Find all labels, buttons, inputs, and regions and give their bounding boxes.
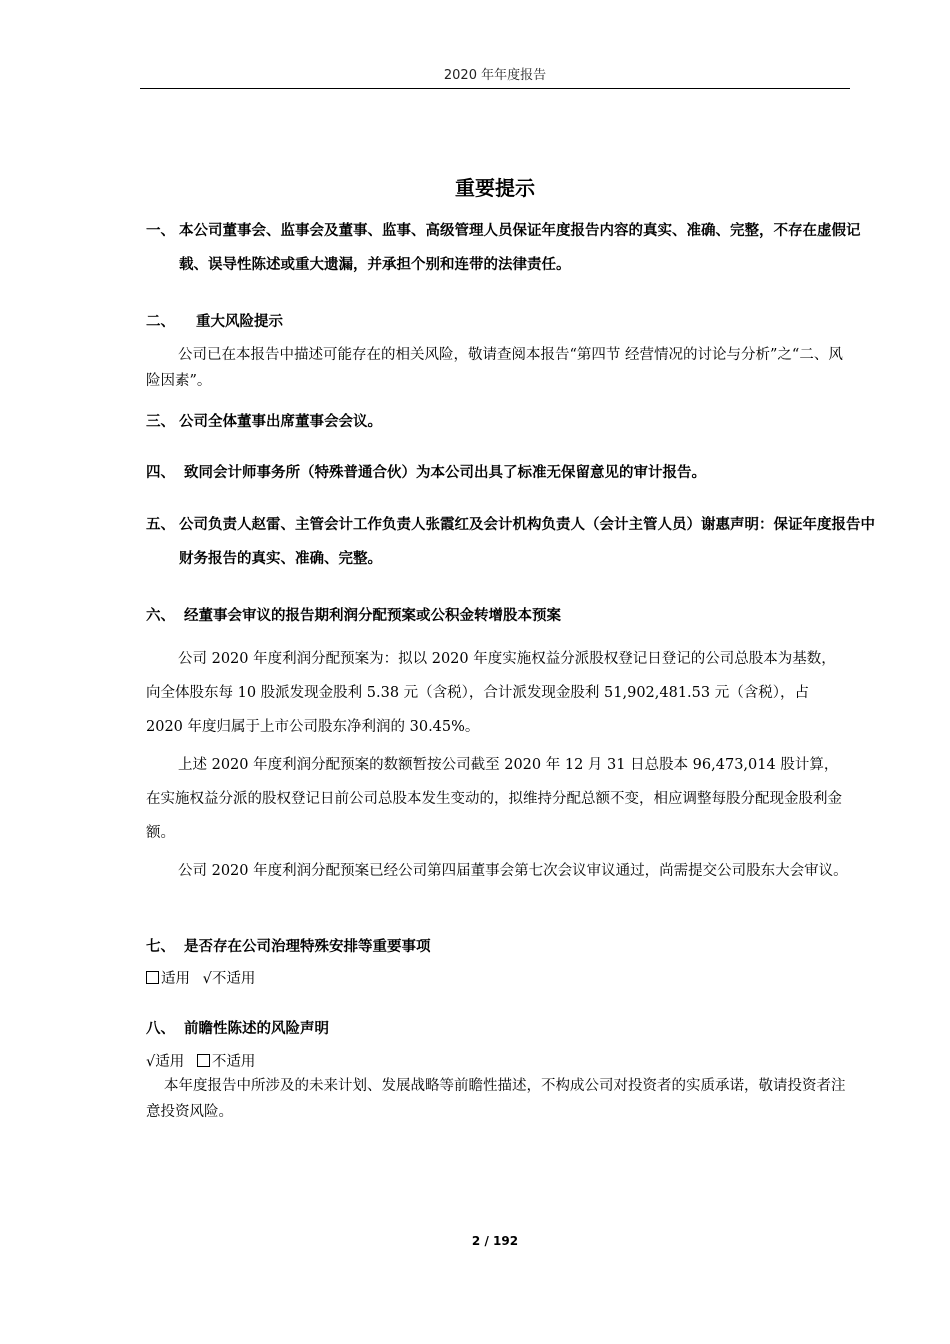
item-six-paragraph-3: 公司 2020 年度利润分配预案已经公司第四届董事会第七次会议审议通过，尚需提交公司股东大会审议。 — [178, 863, 848, 879]
item-four — [146, 462, 850, 484]
item-six-heading — [146, 605, 850, 627]
item-four-number: 四、 — [146, 465, 175, 481]
item-three-number: 三、 — [146, 414, 175, 430]
item-eight-heading — [146, 1018, 850, 1040]
item-seven-not-applicable-label: 不适用 — [211, 971, 256, 987]
item-six-paragraph-1: 公司 2020 年度利润分配预案为：拟以 2020 年度实施权益分派股权登记日登记的公司总股本为基数，向全体股东每 10 股派发现金股利 5.38 元（含税），合计派发现金股利 51,902,481.53 元（含税），占 2020 年度归属于上市公司股东净利润的 30.45%。 — [146, 651, 836, 735]
running-header: 2020 年年度报告 — [443, 68, 547, 83]
unchecked-box-icon — [197, 1054, 210, 1067]
item-two-heading-text: 重大风险提示 — [196, 314, 283, 330]
item-three — [146, 411, 850, 433]
item-six-number: 六、 — [146, 608, 175, 624]
item-four-text: 致同会计师事务所（特殊普通合伙）为本公司出具了标准无保留意见的审计报告。 — [184, 465, 706, 481]
item-three-text: 公司全体董事出席董事会会议。 — [179, 414, 382, 430]
item-seven-heading-text: 是否存在公司治理特殊安排等重要事项 — [184, 939, 431, 955]
item-five-number: 五、 — [146, 517, 175, 533]
page-title: 重要提示 — [455, 176, 535, 200]
item-five-text: 公司负责人赵雷、主管会计工作负责人张霞红及会计机构负责人（会计主管人员）谢惠声明：保证年度报告中财务报告的真实、准确、完整。 — [179, 517, 875, 567]
item-two-heading — [146, 311, 850, 333]
item-five — [146, 508, 883, 576]
item-two-body: 公司已在本报告中描述可能存在的相关风险，敬请查阅本报告“第四节 经营情况的讨论与分析”之“二、风险因素”。 — [146, 347, 843, 389]
item-eight-options — [146, 1051, 850, 1073]
item-eight-body: 本年度报告中所涉及的未来计划、发展战略等前瞻性描述，不构成公司对投资者的实质承诺，敬请投资者注意投资风险。 — [146, 1078, 846, 1120]
page-number: 2 / 192 — [471, 1234, 519, 1248]
item-seven-heading — [146, 936, 850, 958]
item-one — [146, 214, 883, 282]
item-six-paragraph-2: 上述 2020 年度利润分配预案的数额暂按公司截至 2020 年 12 月 31 日总股本 96,473,014 股计算，在实施权益分派的股权登记日前公司总股本发生变动的，拟维持分配总额不变，相应调整每股分配现金股利金额。 — [146, 757, 842, 841]
checkmark-icon: √ — [146, 1054, 156, 1070]
item-one-text: 本公司董事会、监事会及董事、监事、高级管理人员保证年度报告内容的真实、准确、完整，不存在虚假记载、误导性陈述或重大遗漏，并承担个别和连带的法律责任。 — [179, 223, 861, 273]
item-seven-options — [146, 968, 850, 990]
item-six-heading-text: 经董事会审议的报告期利润分配预案或公积金转增股本预案 — [184, 608, 561, 624]
item-eight-applicable-label: 适用 — [155, 1054, 185, 1070]
item-eight-not-applicable-label: 不适用 — [211, 1054, 256, 1070]
item-seven-applicable-label: 适用 — [161, 971, 190, 987]
header-rule — [140, 88, 850, 89]
item-seven-number: 七、 — [146, 939, 175, 955]
item-eight-heading-text: 前瞻性陈述的风险声明 — [184, 1021, 329, 1037]
unchecked-box-icon — [146, 971, 159, 984]
item-one-number: 一、 — [146, 223, 175, 239]
item-eight-number: 八、 — [146, 1021, 175, 1037]
checkmark-icon: √ — [202, 971, 212, 987]
item-two-number: 二、 — [146, 314, 175, 330]
